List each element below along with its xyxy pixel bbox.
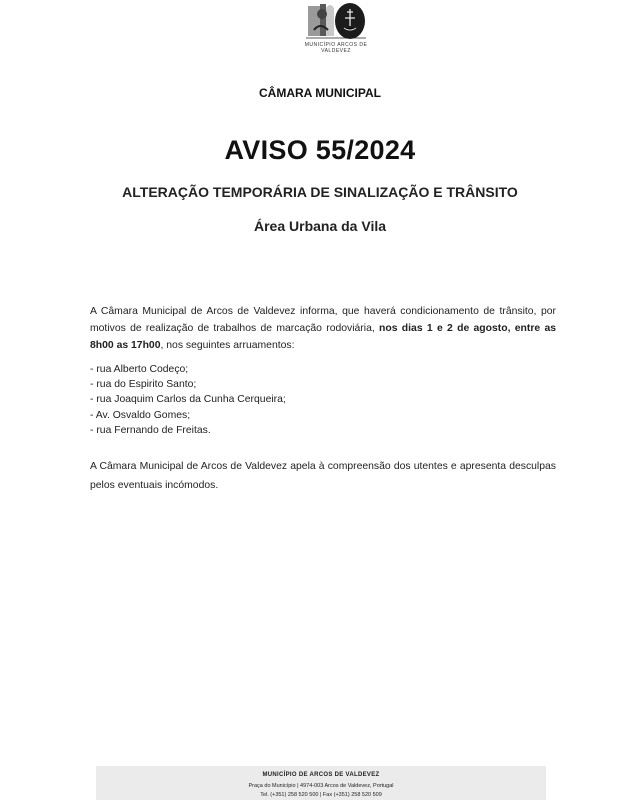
notice-area: Área Urbana da Vila	[253, 218, 387, 234]
closing-paragraph: A Câmara Municipal de Arcos de Valdevez apela à compreensão dos utentes e apresenta desculpas pelos eventuais incómodos.	[90, 461, 556, 491]
footer-address: Praça do Município | 4974-003 Arcos de Valdevez, Portugal	[248, 783, 394, 789]
intro-text-end: , nos seguintes arruamentos:	[160, 340, 295, 351]
intro-text: A Câmara Municipal de Arcos de Valdevez informa, que haverá condicionamento de trânsito, por motivos de realização de trabalhos de marcação rodoviária,	[90, 306, 556, 334]
notice-title: AVISO 55/2024	[224, 135, 416, 165]
footer	[96, 766, 546, 800]
footer-entity: MUNICÍPIO DE ARCOS DE VALDEVEZ	[262, 772, 380, 778]
street-item: - rua Alberto Codeço;	[90, 364, 189, 375]
footer-contacts: Tel. (+351) 258 520 500 | Fax (+351) 258 520 509	[260, 792, 382, 798]
entity-heading: CÂMARA MUNICIPAL	[259, 86, 381, 100]
logo-caption: MUNICÍPIO ARCOS DE VALDEVEZ	[304, 42, 368, 54]
street-item: - rua Joaquim Carlos da Cunha Cerqueira;	[90, 394, 286, 406]
street-item: - rua Fernando de Freitas.	[90, 424, 211, 436]
intro-dates: nos dias 1 e 2 de agosto, entre as 8h00 as 17h00	[90, 323, 557, 351]
notice-subtitle: ALTERAÇÃO TEMPORÁRIA DE SINALIZAÇÃO E TRÂNSITO	[122, 184, 518, 200]
street-list	[90, 362, 286, 438]
intro-paragraph	[90, 303, 556, 354]
street-item: - Av. Osvaldo Gomes;	[90, 409, 191, 421]
street-item: - rua do Espirito Santo;	[90, 379, 197, 391]
